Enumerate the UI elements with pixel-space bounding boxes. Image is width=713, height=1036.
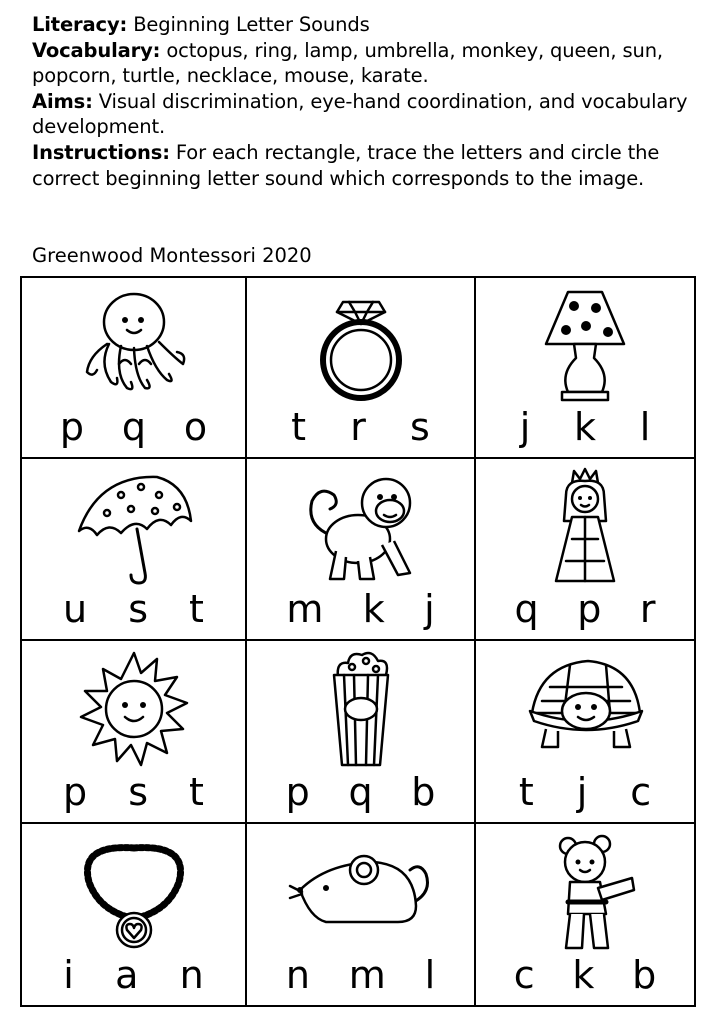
letter-choice[interactable]: m [286, 587, 324, 631]
karate-image [510, 830, 660, 956]
letter-choice[interactable]: p [59, 405, 84, 449]
sun-image [59, 647, 209, 773]
worksheet-header [32, 12, 702, 191]
ring-image [286, 284, 436, 410]
letter-choice[interactable]: t [189, 587, 204, 631]
letter-choices [22, 407, 245, 447]
letter-choices [22, 589, 245, 629]
letter-choices [247, 589, 474, 629]
mouse-image [286, 830, 436, 956]
letter-choice[interactable]: q [121, 405, 146, 449]
letter-choice[interactable]: m [348, 953, 386, 997]
letter-choices [22, 955, 245, 995]
letter-choice[interactable]: c [513, 953, 535, 997]
vocabulary-line [32, 38, 702, 89]
aims-line [32, 89, 702, 140]
letter-choice[interactable]: t [291, 405, 307, 449]
letter-choice[interactable]: j [576, 770, 588, 814]
letter-choice[interactable]: p [63, 770, 88, 814]
letter-choice[interactable]: a [115, 953, 139, 997]
letter-choice[interactable]: o [183, 405, 208, 449]
octopus-image [59, 284, 209, 410]
letter-choice[interactable]: q [348, 770, 373, 814]
letter-choice[interactable]: r [639, 587, 656, 631]
letter-choice[interactable]: p [285, 770, 310, 814]
letter-choice[interactable]: k [573, 405, 596, 449]
card-ring [247, 278, 476, 459]
letter-choice[interactable]: r [350, 405, 366, 449]
letter-choice[interactable]: s [128, 770, 148, 814]
instructions-text: For each rectangle, trace the letters and circle the correct beginning letter sound which corresponds to the image. [32, 140, 660, 190]
literacy-label: Literacy: [32, 13, 128, 36]
letter-choices [476, 407, 694, 447]
letter-choice[interactable]: b [411, 770, 436, 814]
letter-choices [476, 589, 694, 629]
card-monkey [247, 459, 476, 641]
card-queen [476, 459, 696, 641]
letter-choice[interactable]: l [639, 405, 651, 449]
letter-choice[interactable]: u [63, 587, 88, 631]
letter-choice[interactable]: s [410, 405, 430, 449]
worksheet-grid [20, 276, 696, 1007]
letter-choice[interactable]: p [577, 587, 602, 631]
letter-choice[interactable]: t [189, 770, 204, 814]
turtle-image [510, 647, 660, 773]
letter-choices [476, 955, 694, 995]
vocabulary-label: Vocabulary: [32, 38, 161, 62]
popcorn-image [286, 647, 436, 773]
aims-text: Visual discrimination, eye-hand coordination, and vocabulary development. [32, 89, 688, 139]
letter-choice[interactable]: c [630, 770, 652, 814]
instructions-line [32, 140, 702, 191]
monkey-image [286, 465, 436, 591]
letter-choice[interactable]: b [632, 953, 657, 997]
card-umbrella [22, 459, 247, 641]
letter-choice[interactable]: j [424, 587, 435, 631]
card-octopus [22, 278, 247, 459]
literacy-text: Beginning Letter Sounds [127, 13, 370, 36]
card-turtle [476, 641, 696, 824]
card-lamp [476, 278, 696, 459]
letter-choices [476, 772, 694, 812]
letter-choice[interactable]: s [128, 587, 148, 631]
card-necklace [22, 824, 247, 1007]
letter-choices [247, 772, 474, 812]
letter-choice[interactable]: k [572, 953, 595, 997]
vocabulary-text: octopus, ring, lamp, umbrella, monkey, queen, sun, popcorn, turtle, necklace, mouse, karate. [32, 38, 663, 88]
letter-choice[interactable]: n [179, 953, 204, 997]
letter-choice[interactable]: t [518, 770, 534, 814]
letter-choice[interactable]: q [514, 587, 539, 631]
letter-choices [247, 955, 474, 995]
card-karate [476, 824, 696, 1007]
queen-image [510, 465, 660, 591]
necklace-image [59, 830, 209, 956]
letter-choice[interactable]: n [285, 953, 310, 997]
umbrella-image [59, 465, 209, 591]
letter-choices [247, 407, 474, 447]
credit-line: Greenwood Montessori 2020 [32, 244, 312, 267]
instructions-label: Instructions: [32, 140, 170, 164]
letter-choice[interactable]: k [362, 587, 385, 631]
card-popcorn [247, 641, 476, 824]
card-mouse [247, 824, 476, 1007]
lamp-image [510, 284, 660, 410]
letter-choice[interactable]: l [424, 953, 436, 997]
letter-choice[interactable]: j [519, 405, 531, 449]
literacy-line [32, 12, 702, 38]
letter-choice[interactable]: i [63, 953, 74, 997]
aims-label: Aims: [32, 89, 93, 113]
letter-choices [22, 772, 245, 812]
card-sun [22, 641, 247, 824]
